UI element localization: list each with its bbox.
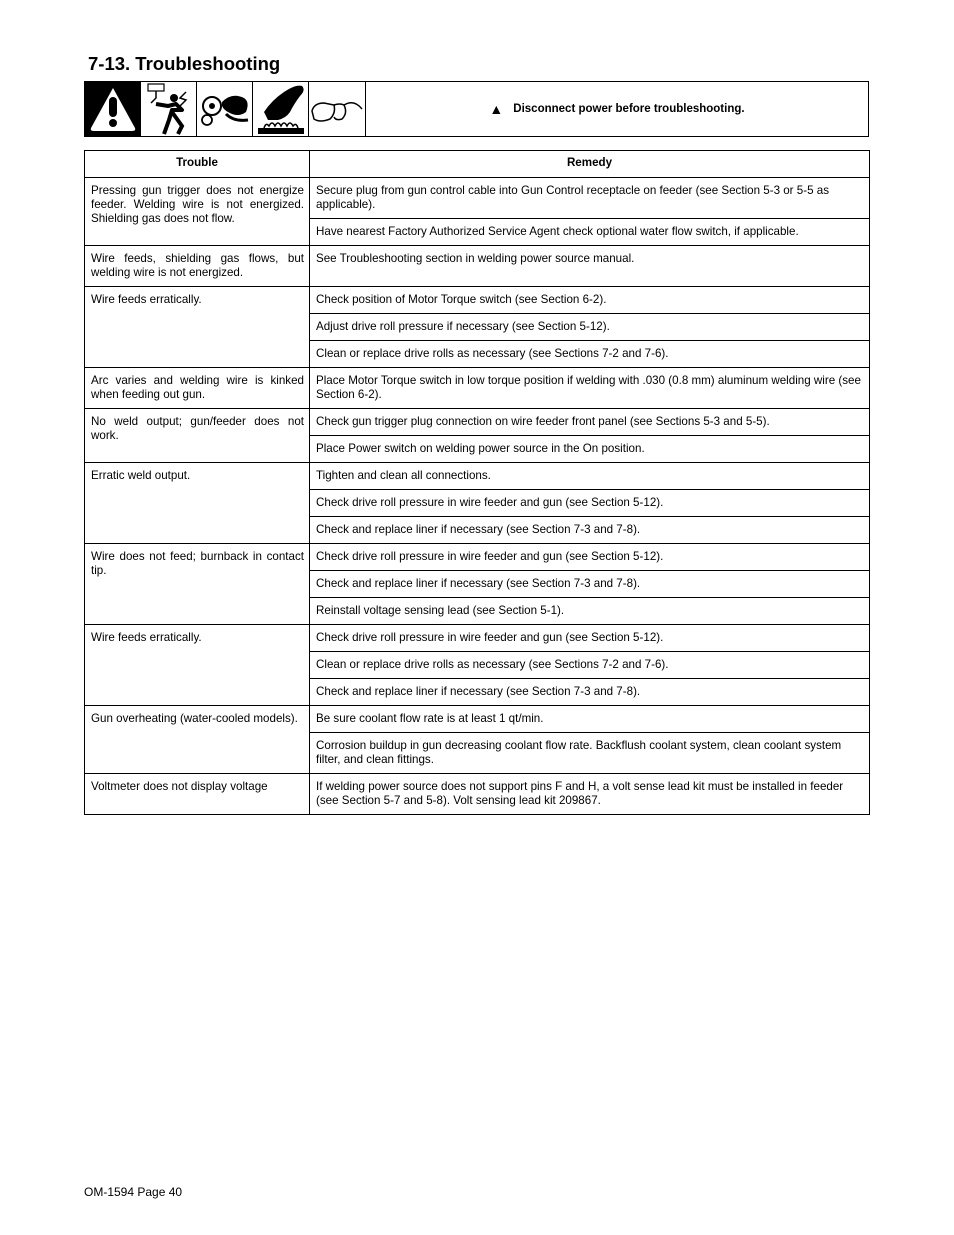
page-title: 7-13. Troubleshooting	[88, 53, 281, 74]
electric-shock-hazard-icon	[141, 82, 197, 136]
trouble-cell: Pressing gun trigger does not energize feeder. Welding wire is not energized. Shielding gas does not flow.	[85, 178, 310, 246]
remedy-column-header: Remedy	[310, 151, 870, 178]
trouble-cell: Arc varies and welding wire is kinked when feeding out gun.	[85, 368, 310, 409]
table-row	[85, 409, 870, 436]
trouble-cell: Voltmeter does not display voltage	[85, 774, 310, 815]
table-row	[85, 246, 870, 287]
safety-message-text: Disconnect power before troubleshooting.	[513, 103, 745, 115]
table-row	[85, 178, 870, 219]
trouble-cell: Wire feeds, shielding gas flows, but welding wire is not energized.	[85, 246, 310, 287]
trouble-cell: Wire feeds erratically.	[85, 625, 310, 706]
remedy-cell: Place Motor Torque switch in low torque position if welding with .030 (0.8 mm) aluminum welding wire (see Section 6-2).	[310, 368, 870, 409]
table-row	[85, 544, 870, 571]
remedy-cell: Be sure coolant flow rate is at least 1 qt/min.	[310, 706, 870, 733]
safety-warning-box	[84, 81, 869, 137]
table-row	[85, 625, 870, 652]
remedy-cell: Corrosion buildup in gun decreasing coolant flow rate. Backflush coolant system, clean coolant system filter, and clean fittings.	[310, 733, 870, 774]
trouble-cell: Erratic weld output.	[85, 463, 310, 544]
warning-exclamation-icon	[85, 82, 141, 136]
remedy-cell: Place Power switch on welding power source in the On position.	[310, 436, 870, 463]
safety-glasses-icon	[309, 82, 365, 136]
remedy-cell: Secure plug from gun control cable into Gun Control receptacle on feeder (see Section 5-3 or 5-5 as applicable).	[310, 178, 870, 219]
remedy-cell: Clean or replace drive rolls as necessary (see Sections 7-2 and 7-6).	[310, 341, 870, 368]
moving-parts-hazard-icon	[197, 82, 253, 136]
troubleshooting-table	[84, 150, 870, 815]
table-row	[85, 774, 870, 815]
safety-icon-strip	[85, 82, 366, 136]
hot-parts-hazard-icon	[253, 82, 309, 136]
remedy-cell: Check drive roll pressure in wire feeder and gun (see Section 5-12).	[310, 544, 870, 571]
table-body	[85, 178, 870, 815]
remedy-cell: Check and replace liner if necessary (see Section 7-3 and 7-8).	[310, 517, 870, 544]
safety-message	[366, 82, 868, 136]
page-footer: OM-1594 Page 40	[84, 1185, 183, 1199]
table-header-row	[85, 151, 870, 178]
remedy-cell: Have nearest Factory Authorized Service Agent check optional water flow switch, if applicable.	[310, 219, 870, 246]
remedy-cell: Check and replace liner if necessary (see Section 7-3 and 7-8).	[310, 571, 870, 598]
remedy-cell: See Troubleshooting section in welding power source manual.	[310, 246, 870, 287]
table-row	[85, 368, 870, 409]
remedy-cell: Reinstall voltage sensing lead (see Section 5-1).	[310, 598, 870, 625]
remedy-cell: Adjust drive roll pressure if necessary (see Section 5-12).	[310, 314, 870, 341]
trouble-cell: Wire does not feed; burnback in contact tip.	[85, 544, 310, 625]
remedy-cell: Check and replace liner if necessary (see Section 7-3 and 7-8).	[310, 679, 870, 706]
table-row	[85, 706, 870, 733]
table-row	[85, 287, 870, 314]
remedy-cell: Check drive roll pressure in wire feeder and gun (see Section 5-12).	[310, 490, 870, 517]
trouble-cell: No weld output; gun/feeder does not work.	[85, 409, 310, 463]
table-row	[85, 463, 870, 490]
remedy-cell: Clean or replace drive rolls as necessary (see Sections 7-2 and 7-6).	[310, 652, 870, 679]
remedy-cell: Tighten and clean all connections.	[310, 463, 870, 490]
remedy-cell: Check drive roll pressure in wire feeder and gun (see Section 5-12).	[310, 625, 870, 652]
remedy-cell: If welding power source does not support pins F and H, a volt sense lead kit must be installed in feeder (see Section 5-7 and 5-8). Volt sensing lead kit 209867.	[310, 774, 870, 815]
warning-triangle-icon: ▲	[489, 101, 504, 117]
trouble-column-header: Trouble	[85, 151, 310, 178]
trouble-cell: Gun overheating (water-cooled models).	[85, 706, 310, 774]
remedy-cell: Check position of Motor Torque switch (see Section 6-2).	[310, 287, 870, 314]
remedy-cell: Check gun trigger plug connection on wire feeder front panel (see Sections 5-3 and 5-5).	[310, 409, 870, 436]
trouble-cell: Wire feeds erratically.	[85, 287, 310, 368]
